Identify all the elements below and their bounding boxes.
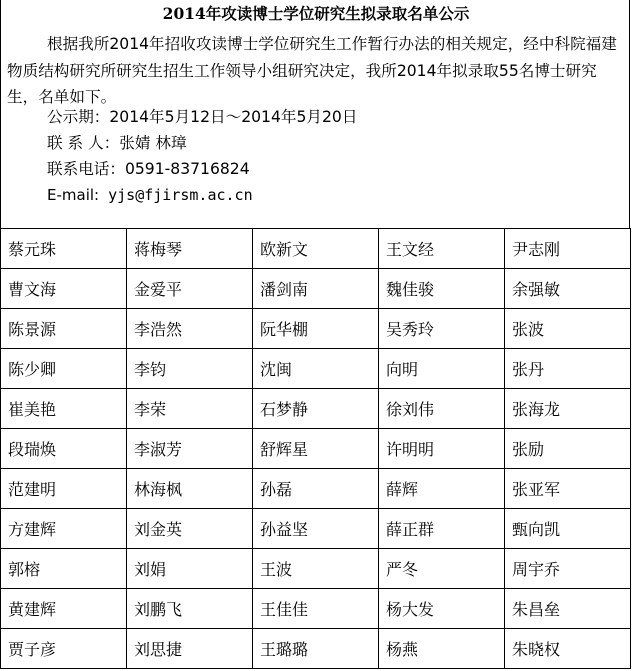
name-cell: 段瑞焕: [1, 429, 127, 469]
page-title: 2014年攻读博士学位研究生拟录取名单公示: [162, 4, 470, 23]
table-row: [1, 629, 631, 669]
name-cell: 刘鹏飞: [127, 589, 253, 629]
table-row: [1, 549, 631, 589]
name-cell: 吴秀玲: [379, 309, 505, 349]
name-cell: 王文经: [379, 229, 505, 269]
name-cell: 孙磊: [253, 469, 379, 509]
name-cell: 李浩然: [127, 309, 253, 349]
name-cell: 杨大发: [379, 589, 505, 629]
table-row: [1, 229, 631, 269]
notice-paragraph: 根据我所2014年招收攻读博士学位研究生工作暂行办法的相关规定，经中科院福建物质结构研究所研究生招生工作领导小组研究决定，我所2014年拟录取55名博士研究生，名单如下。: [7, 35, 617, 106]
name-cell: 刘娟: [127, 549, 253, 589]
name-cell: 薛辉: [379, 469, 505, 509]
table-row: [1, 589, 631, 629]
name-cell: 潘剑南: [253, 269, 379, 309]
email-label: E-mail:: [47, 186, 100, 204]
name-cell: 黄建辉: [1, 589, 127, 629]
name-cell: 甄向凯: [505, 509, 631, 549]
name-cell: 李淑芳: [127, 429, 253, 469]
name-cell: 贾子彦: [1, 629, 127, 669]
name-cell: 崔美艳: [1, 389, 127, 429]
table-row: [1, 349, 631, 389]
name-cell: 刘思捷: [127, 629, 253, 669]
contact-phone: 联系电话：0591-83716824: [47, 160, 250, 178]
name-cell: 蔡元珠: [1, 229, 127, 269]
name-cell: 李钧: [127, 349, 253, 389]
name-cell: 金爱平: [127, 269, 253, 309]
table-row: [1, 269, 631, 309]
name-cell: 王佳佳: [253, 589, 379, 629]
name-cell: 李荣: [127, 389, 253, 429]
table-row: [1, 509, 631, 549]
name-cell: 曹文海: [1, 269, 127, 309]
name-cell: 张丹: [505, 349, 631, 389]
name-cell: 薛正群: [379, 509, 505, 549]
name-cell: 杨燕: [379, 629, 505, 669]
name-cell: 沈闽: [253, 349, 379, 389]
name-cell: 王璐璐: [253, 629, 379, 669]
contact-email: [47, 182, 253, 209]
name-cell: 郭榕: [1, 549, 127, 589]
publicity-period: 公示期：2014年5月12日～2014年5月20日: [47, 108, 358, 126]
name-cell: 朱晓权: [505, 629, 631, 669]
name-cell: 舒辉星: [253, 429, 379, 469]
name-cell: 尹志刚: [505, 229, 631, 269]
name-cell: 欧新文: [253, 229, 379, 269]
name-cell: 魏佳骏: [379, 269, 505, 309]
name-cell: 孙益坚: [253, 509, 379, 549]
table-row: [1, 469, 631, 509]
contact-persons: 联 系 人：张婧 林璋: [47, 134, 187, 152]
name-cell: 余强敏: [505, 269, 631, 309]
name-cell: 石梦静: [253, 389, 379, 429]
admission-name-table: [0, 228, 631, 669]
name-cell: 范建明: [1, 469, 127, 509]
name-cell: 朱昌垒: [505, 589, 631, 629]
name-cell: 张亚军: [505, 469, 631, 509]
name-cell: 阮华棚: [253, 309, 379, 349]
name-cell: 张波: [505, 309, 631, 349]
table-row: [1, 429, 631, 469]
name-cell: 周宇乔: [505, 549, 631, 589]
table-row: [1, 309, 631, 349]
name-cell: 向明: [379, 349, 505, 389]
name-cell: 徐刘伟: [379, 389, 505, 429]
table-row: [1, 389, 631, 429]
name-cell: 林海枫: [127, 469, 253, 509]
name-cell: 陈少卿: [1, 349, 127, 389]
name-cell: 陈景源: [1, 309, 127, 349]
name-cell: 王波: [253, 549, 379, 589]
name-cell: 张励: [505, 429, 631, 469]
name-cell: 严冬: [379, 549, 505, 589]
name-cell: 刘金英: [127, 509, 253, 549]
name-cell: 方建辉: [1, 509, 127, 549]
notice-header: [0, 0, 630, 228]
name-cell: 张海龙: [505, 389, 631, 429]
name-cell: 蒋梅琴: [127, 229, 253, 269]
name-table-body: [1, 229, 631, 669]
name-cell: 许明明: [379, 429, 505, 469]
email-address: yjs@fjirsm.ac.cn: [99, 186, 253, 204]
